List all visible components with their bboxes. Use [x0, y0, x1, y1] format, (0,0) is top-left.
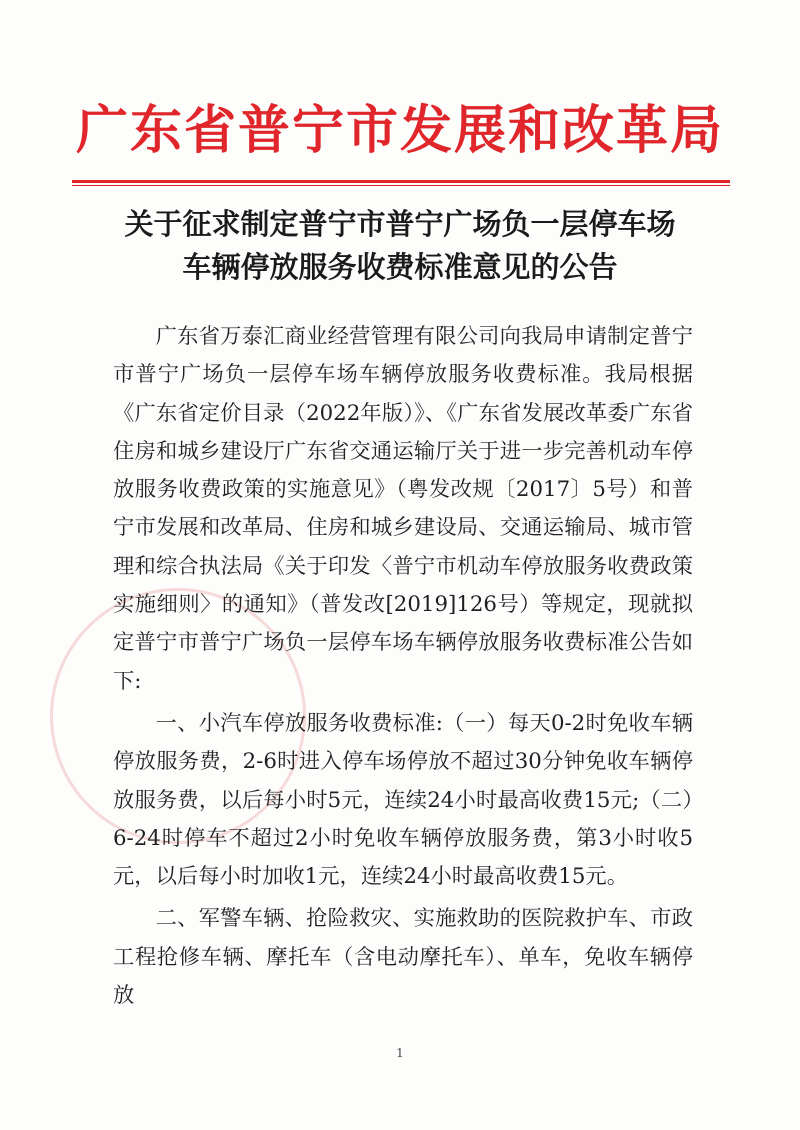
paragraph-car-fees: 一、小汽车停放服务收费标准:（一）每天0-2时免收车辆停放服务费，2-6时进入停车场停放不超过30分钟免收车辆停放服务费，以后每小时5元，连续24小时最高收费15元;（二）6-24时停车不超过2小时免收车辆停放服务费，第3小时收5元，以后每小时加收1元，连续24小时最高收费15元。 — [113, 710, 693, 890]
header-red-rule-thin — [72, 185, 730, 186]
header-red-rule — [72, 180, 730, 183]
notice-body — [113, 318, 693, 1015]
paragraph-exempt-vehicles: 二、军警车辆、抢险救灾、实施救助的医院救护车、市政工程抢修车辆、摩托车（含电动摩托车）、单车，免收车辆停放 — [113, 906, 693, 1009]
notice-title-line-2: 车辆停放服务收费标准意见的公告 — [182, 250, 618, 284]
paragraph-intro: 广东省万泰汇商业经营管理有限公司向我局申请制定普宁市普宁广场负一层停车场车辆停放服务收费标准。我局根据《广东省定价目录（2022年版）》、《广东省发展改革委广东省住房和城乡建设厅广东省交通运输厅关于进一步完善机动车停放服务收费政策的实施意见》（粤发改规〔2017〕5号）和普宁市发展和改革局、住房和城乡建设局、交通运输局、城市管理和综合执法局《关于印发〈普宁市机动车停放服务收费政策实施细则〉的通知》（普发改[2019]126号）等规定，现就拟定普宁市普宁广场负一层停车场车辆停放服务收费标准公告如下: — [113, 324, 693, 694]
agency-header: 广东省普宁市发展和改革局 — [75, 100, 724, 161]
page-number: 1 — [396, 1046, 404, 1060]
notice-title-line-1: 关于征求制定普宁市普宁广场负一层停车场 — [124, 207, 676, 241]
